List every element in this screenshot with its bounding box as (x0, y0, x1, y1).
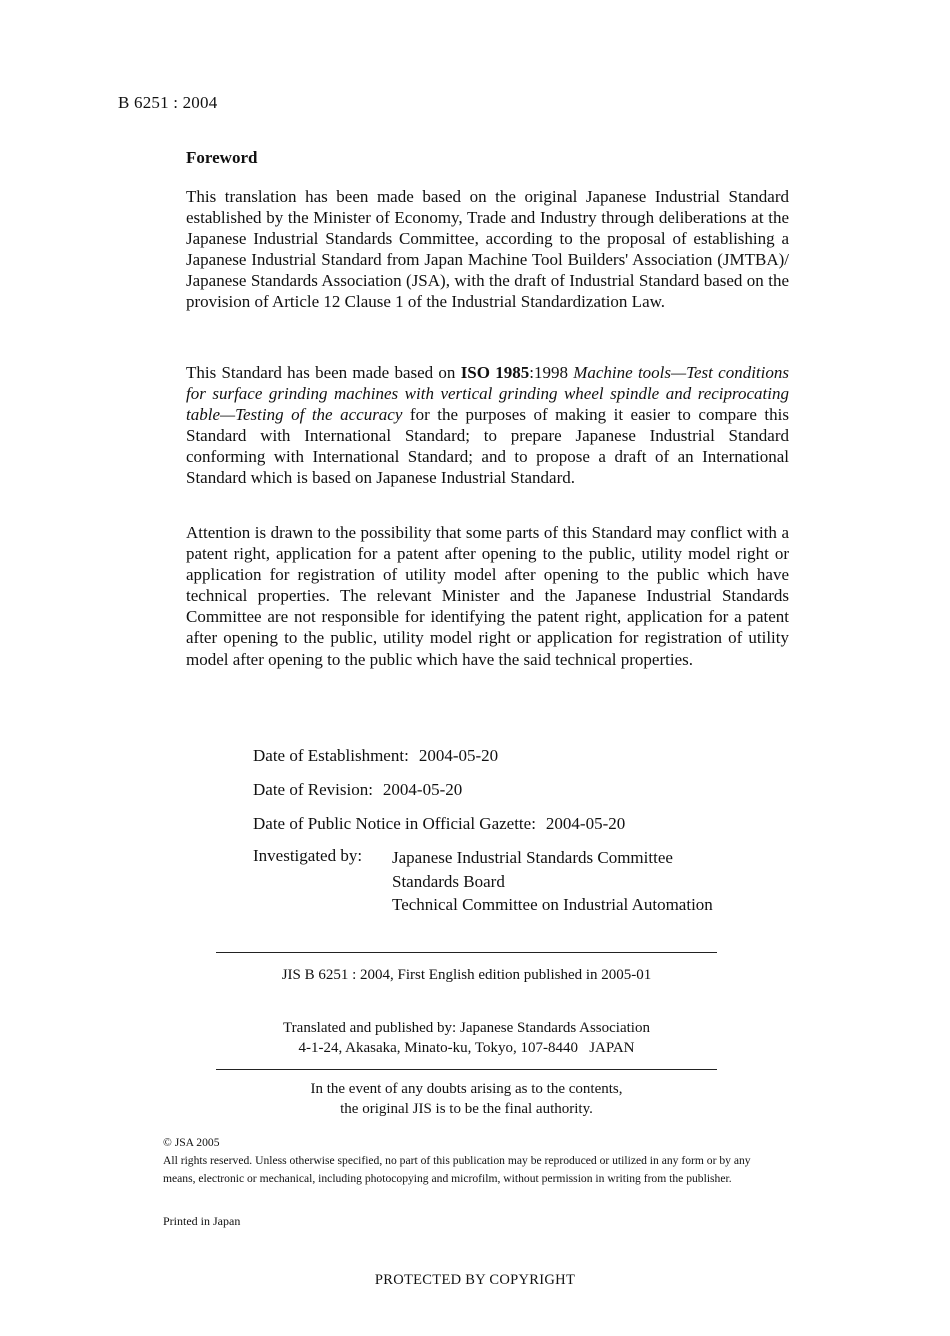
authority-note (216, 1079, 717, 1119)
foreword-paragraph-1: This translation has been made based on the original Japanese Industrial Standard established by the Minister of Economy, Trade and Industry through deliberations at the Japanese Industrial Standards Committee, according to the proposal of establishing a Japanese Industrial Standard from Japan Machine Tool Builders' Association (JMTBA)/ Japanese Standards Association (JSA), with the draft of Industrial Standard based on the provision of Article 12 Clause 1 of the Industrial Standardization Law. (186, 187, 789, 312)
copyright-notice: © JSA 2005 (163, 1136, 220, 1149)
establishment-value: 2004-05-20 (418, 746, 499, 765)
investigated-by-item: Technical Committee on Industrial Automation (392, 895, 713, 914)
investigated-by-item: Japanese Industrial Standards Committee (392, 848, 673, 867)
notice-label: Date of Public Notice in Official Gazette: (253, 814, 536, 833)
iso-year: :1998 (529, 363, 574, 382)
foreword-paragraph-2 (186, 362, 789, 489)
investigated-by-item: Standards Board (392, 871, 505, 891)
divider-bottom (216, 1069, 717, 1070)
investigated-label: Investigated by: (253, 846, 363, 865)
translated-line-1: Translated and published by: Japanese Standards Association (283, 1020, 650, 1036)
paragraph-2-lead: This Standard has been made based on (186, 363, 461, 382)
protected-footer: PROTECTED BY COPYRIGHT (374, 1272, 576, 1288)
iso-title: Machine tools—Test conditions for surface grinding machines with vertical grinding wheel spindle and reciprocating table—Testing of the accuracy (186, 363, 789, 425)
authority-line-2: the original JIS is to be the final authority. (340, 1101, 593, 1117)
revision-label: Date of Revision: (253, 780, 373, 799)
document-code: B 6251 : 2004 (118, 93, 218, 112)
revision-value: 2004-05-20 (382, 780, 463, 799)
printed-in: Printed in Japan (163, 1214, 241, 1228)
foreword-heading: Foreword (186, 148, 258, 167)
iso-reference: ISO 1985 (460, 363, 530, 382)
foreword-paragraph-3: Attention is drawn to the possibility that some parts of this Standard may conflict with a patent right, application for a patent after opening to the public, utility model right or application for registration of utility model after opening to the public which have technical properties. The relevant Minister and the Japanese Industrial Standards Committee are not responsible for identifying the patent right, application for a patent after opening to the public, utility model right or application for registration of utility model after opening to the public which have the said technical properties. (186, 523, 789, 669)
date-establishment-row (253, 746, 498, 766)
establishment-label: Date of Establishment: (253, 746, 409, 765)
translated-by (216, 1018, 717, 1058)
divider-top (216, 952, 717, 953)
paragraph-2-rest: for the purposes of making it easier to compare this Standard with International Standard; to prepare Japanese Industrial Standard conforming with International Standard; and to propose a draft of an International Standard which is based on Japanese Industrial Standard. (186, 405, 789, 488)
date-revision-row (253, 780, 462, 800)
rights-statement: All rights reserved. Unless otherwise specified, no part of this publication may be reproduced or utilized in any form or by any means, electronic or mechanical, including photocopying and microfilm, without permission in writing from the publisher. (163, 1154, 751, 1185)
translated-line-2: 4-1-24, Akasaka, Minato-ku, Tokyo, 107-8440 JAPAN (298, 1040, 635, 1056)
edition-line: JIS B 6251 : 2004, First English edition published in 2005-01 (281, 967, 652, 983)
authority-line-1: In the event of any doubts arising as to the contents, (310, 1081, 623, 1097)
investigated-by-list (392, 846, 713, 917)
date-notice-row (253, 814, 625, 834)
notice-value: 2004-05-20 (545, 814, 626, 833)
